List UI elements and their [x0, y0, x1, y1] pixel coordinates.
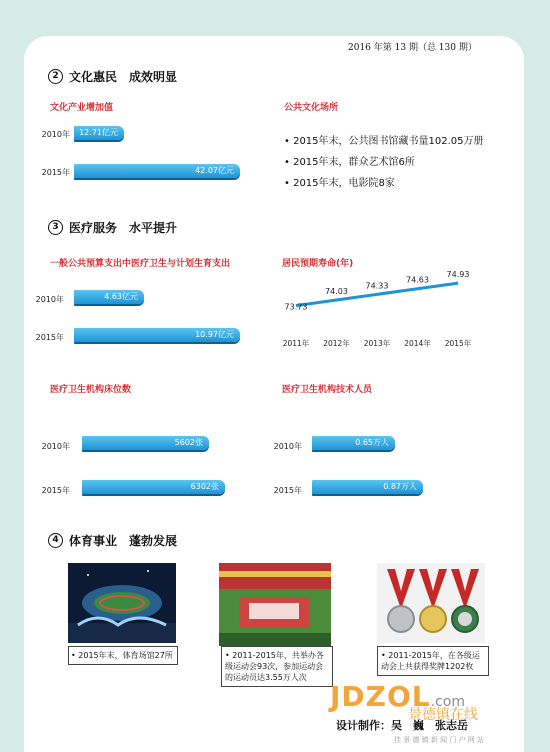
section-number-badge: 2 [48, 69, 63, 84]
section-health-title [48, 219, 177, 236]
section-sports-title [48, 532, 177, 549]
x-tick-label: 2014年 [404, 339, 431, 348]
watermark-logo: JDZOL.com [330, 680, 465, 713]
caption-box: • 2011-2015年，共举办各级运动会93次，参加运动会的运动员达3.55万人次 [221, 646, 333, 687]
staff-bar-2015: 0.87万人 [312, 480, 423, 494]
caption-box: • 2015年末，体育场馆27所 [68, 646, 178, 665]
x-tick-label: 2011年 [282, 339, 310, 348]
data-label: 74.33 [365, 281, 389, 291]
year-label: 2015年 [41, 168, 70, 177]
design-credit: 设计制作：吴 巍 张志岳 [336, 719, 468, 732]
section-culture-title [48, 68, 177, 85]
section-number-badge: 4 [48, 533, 63, 548]
venue-item: • 2015年末，群众艺术馆6所 [284, 157, 415, 168]
games-photo [219, 563, 331, 646]
section-title-text: 体育事业 蓬勃发展 [69, 534, 178, 548]
year-label: 2010年 [273, 442, 302, 451]
life-expectancy-label: 居民预期寿命(年) [282, 259, 354, 269]
x-tick-label: 2013年 [363, 339, 391, 348]
x-tick-label: 2012年 [323, 339, 350, 348]
year-label: 2010年 [41, 442, 70, 451]
budget-bar-2015: 10.97亿元 [74, 328, 240, 342]
issue-number: 2016 年第 13 期（总 130 期） [348, 43, 477, 53]
caption-box: • 2011-2015年，在各级运动会上共获得奖牌1202枚 [377, 646, 489, 676]
x-tick-label: 2015年 [444, 339, 472, 348]
venue-item: • 2015年末，公共图书馆藏书量102.05万册 [284, 136, 484, 147]
data-label: 73.73 [284, 302, 308, 312]
budget-label: 一般公共预算支出中医疗卫生与计划生育支出 [50, 259, 231, 269]
stadium-photo [68, 563, 176, 643]
industry-bar-2015: 42.07亿元 [74, 164, 240, 178]
beds-bar-2015: 6302张 [82, 480, 225, 494]
section-title-text: 医疗服务 水平提升 [69, 221, 178, 235]
watermark-cn: 景德镇在线 [408, 707, 478, 723]
year-label: 2010年 [35, 295, 64, 304]
year-label: 2015年 [41, 486, 70, 495]
section-number-badge: 3 [48, 220, 63, 235]
beds-label: 医疗卫生机构床位数 [50, 385, 132, 395]
medals-photo [377, 563, 485, 643]
budget-bar-2010: 4.63亿元 [74, 290, 144, 304]
venues-label: 公共文化场所 [284, 103, 339, 113]
data-label: 74.63 [406, 275, 429, 285]
data-label: 74.03 [325, 287, 348, 297]
staff-label: 医疗卫生机构技术人员 [282, 385, 373, 395]
year-label: 2015年 [35, 333, 64, 342]
industry-bar-2010: 12.71亿元 [74, 126, 124, 140]
venue-item: • 2015年末，电影院8家 [284, 178, 395, 189]
beds-bar-2010: 5602张 [82, 436, 209, 450]
section-title-text: 文化惠民 成效明显 [69, 70, 178, 84]
year-label: 2010年 [41, 130, 70, 139]
industry-label: 文化产业增加值 [50, 103, 114, 113]
year-label: 2015年 [273, 486, 302, 495]
life-expectancy-chart [276, 264, 486, 360]
watermark-sub: 佳 景 德 镇 新 闻 门 户 网 站 [394, 736, 485, 744]
data-label: 74.93 [446, 270, 470, 280]
staff-bar-2010: 0.65万人 [312, 436, 395, 450]
